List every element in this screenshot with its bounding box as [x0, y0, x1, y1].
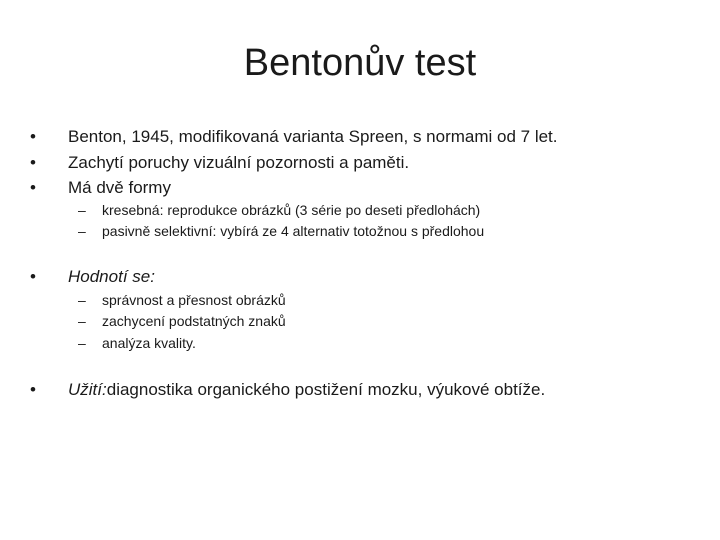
dash-icon: –: [78, 223, 86, 239]
bullet-icon: •: [30, 178, 36, 197]
bullet-text: Benton, 1945, modifikovaná varianta Spreen, s normami od 7 let.: [68, 127, 558, 146]
bullet-icon: •: [30, 127, 36, 146]
sub-item: [78, 290, 286, 310]
bullet-icon: •: [30, 267, 36, 286]
uziti-label: Užití:: [68, 380, 107, 399]
sub-item-text: pasivně selektivní: vybírá ze 4 alternativ totožnou s předlohou: [102, 223, 485, 239]
bullet-item: [30, 266, 155, 288]
sub-item-text: zachycení podstatných znaků: [102, 313, 286, 329]
sub-item: [78, 311, 286, 331]
bullet-item: [30, 152, 409, 174]
bullet-item: [30, 126, 558, 148]
uziti-text: diagnostika organického postižení mozku, výukové obtíže.: [106, 380, 546, 399]
dash-icon: –: [78, 202, 86, 218]
sub-item-text: analýza kvality.: [102, 335, 196, 351]
bullet-text: Má dvě formy: [68, 178, 171, 197]
sub-item-text: kresebná: reprodukce obrázků (3 série po deseti předlohách): [102, 202, 481, 218]
sub-item: [78, 200, 480, 220]
slide-title: Bentonův test: [243, 42, 477, 84]
bullet-icon: •: [30, 380, 36, 399]
bullet-text: Zachytí poruchy vizuální pozornosti a paměti.: [68, 153, 410, 172]
sub-item: [78, 221, 484, 241]
bullet-icon: •: [30, 153, 36, 172]
dash-icon: –: [78, 335, 86, 351]
bullet-item: [30, 379, 545, 401]
sub-item: [78, 333, 196, 353]
dash-icon: –: [78, 313, 86, 329]
bullet-item: [30, 177, 171, 199]
sub-item-text: správnost a přesnost obrázků: [102, 292, 286, 308]
hodnoti-label: Hodnotí se:: [68, 267, 155, 286]
dash-icon: –: [78, 292, 86, 308]
